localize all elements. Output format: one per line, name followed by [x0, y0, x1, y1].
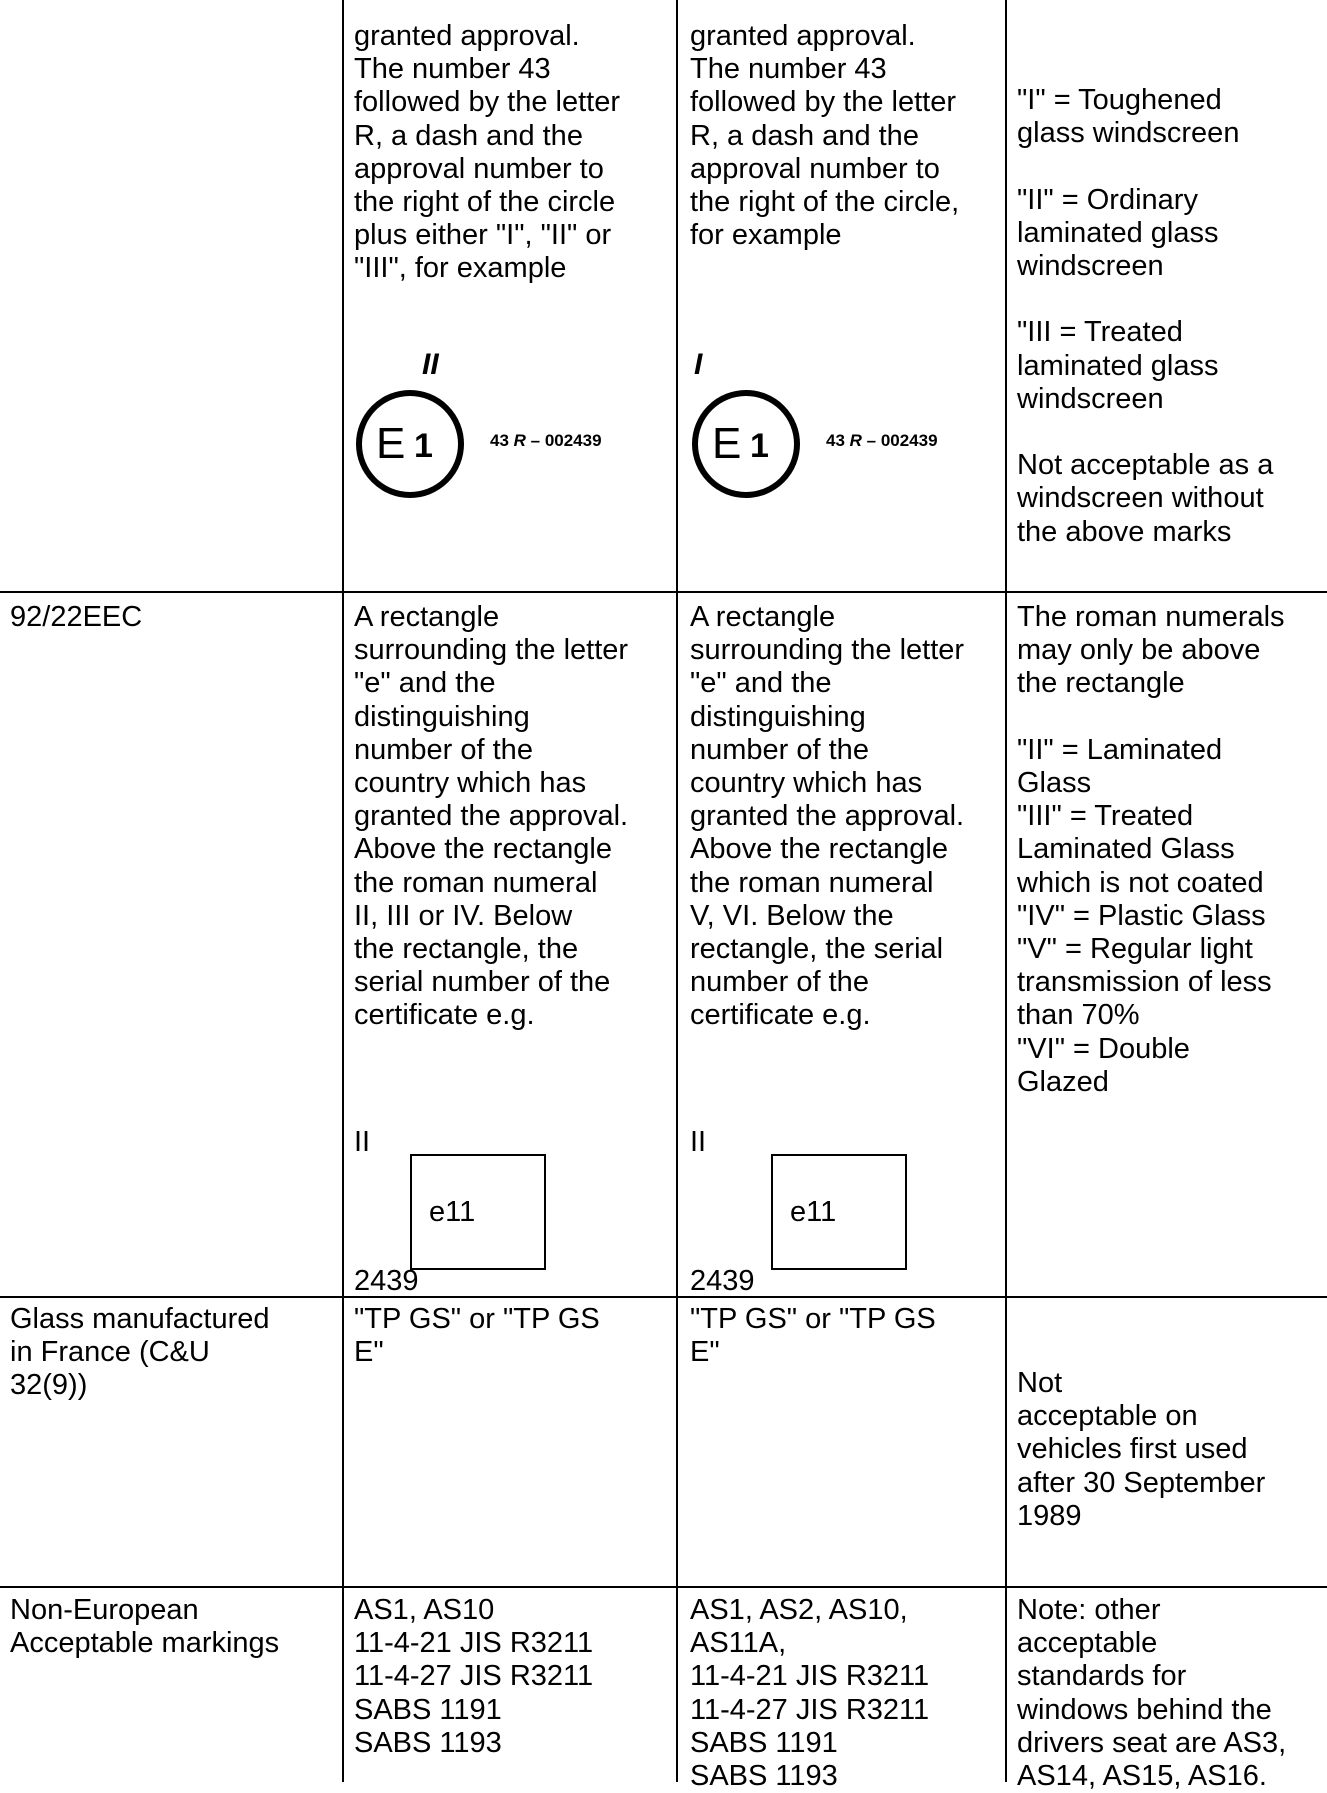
row-divider [0, 1296, 1327, 1298]
approval-letter: E [712, 419, 742, 468]
rectangle-serial-number: 2439 [690, 1265, 755, 1297]
approval-letter: E [376, 419, 406, 468]
approval-circle [356, 390, 464, 498]
approval-circle [692, 390, 800, 498]
row-3-marking-col3: "TP GS" or "TP GS E" [690, 1303, 936, 1369]
approval-country-number: 1 [414, 427, 433, 465]
row-divider [0, 1586, 1327, 1588]
row-2-category: 92/22EEC [10, 601, 143, 633]
rectangle-serial-number: 2439 [354, 1265, 419, 1297]
e-approval-mark [354, 350, 674, 470]
rectangle-label: e11 [790, 1196, 837, 1228]
rectangle-roman-numeral: II [690, 1126, 707, 1158]
row-4-marking-col2: AS1, AS10 11-4-21 JIS R3211 11-4-27 JIS R3211 SABS 1191 SABS 1193 [354, 1594, 594, 1759]
column-divider [342, 0, 344, 1782]
e-rectangle-mark [771, 1154, 907, 1270]
e-rectangle-mark [410, 1154, 546, 1270]
row-1-marking-col3: granted approval. The number 43 followed by the letter R, a dash and the approval number to the right of the circle, for example [690, 20, 960, 252]
row-4-notes: Note: other acceptable standards for windows behind the drivers seat are AS3, AS14, AS15, AS16. [1017, 1594, 1287, 1793]
e-approval-mark [690, 350, 1010, 470]
row-1-marking-col2: granted approval. The number 43 followed by the letter R, a dash and the approval number to the right of the circle plus either "I", "II" or "III", for example [354, 20, 620, 285]
row-divider [0, 591, 1327, 593]
row-2-marking-col2: A rectangle surrounding the letter "e" and the distinguishing number of the country which has granted the approval. Above the rectangle the roman numeral II, III or IV. Below the rectangle, the serial number of the certificate e.g. [354, 601, 629, 1032]
approval-country-number: 1 [750, 427, 769, 465]
rectangle-roman-numeral: II [354, 1126, 371, 1158]
row-1-notes: "I" = Toughened glass windscreen "II" = Ordinary laminated glass windscreen "III = Treated laminated glass windscreen Not acceptable as a windscreen without the above marks [1017, 84, 1274, 548]
row-4-marking-col3: AS1, AS2, AS10, AS11A, 11-4-21 JIS R3211 11-4-27 JIS R3211 SABS 1191 SABS 1193 [690, 1594, 930, 1793]
row-2-notes: The roman numerals may only be above the rectangle "II" = Laminated Glass "III" = Treated Laminated Glass which is not coated "IV" = Plastic Glass "V" = Regular light transmission of less than 70% "VI" = Double Glazed [1017, 601, 1285, 1098]
row-4-category: Non-European Acceptable markings [10, 1594, 280, 1660]
column-divider [676, 0, 678, 1782]
row-2-marking-col3: A rectangle surrounding the letter "e" and the distinguishing number of the country which has granted the approval. Above the rectangle the roman numeral V, VI. Below the rectangle, the serial number of the certificate e.g. [690, 601, 965, 1032]
row-3-category: Glass manufactured in France (C&U 32(9)) [10, 1303, 270, 1402]
row-3-notes: Not acceptable on vehicles first used after 30 September 1989 [1017, 1367, 1266, 1532]
roman-numeral: II [422, 348, 439, 381]
row-3-marking-col2: "TP GS" or "TP GS E" [354, 1303, 600, 1369]
approval-number: 43 R – 002439 [826, 431, 938, 450]
rectangle-label: e11 [429, 1196, 476, 1228]
roman-numeral: I [694, 348, 703, 381]
approval-number: 43 R – 002439 [490, 431, 602, 450]
